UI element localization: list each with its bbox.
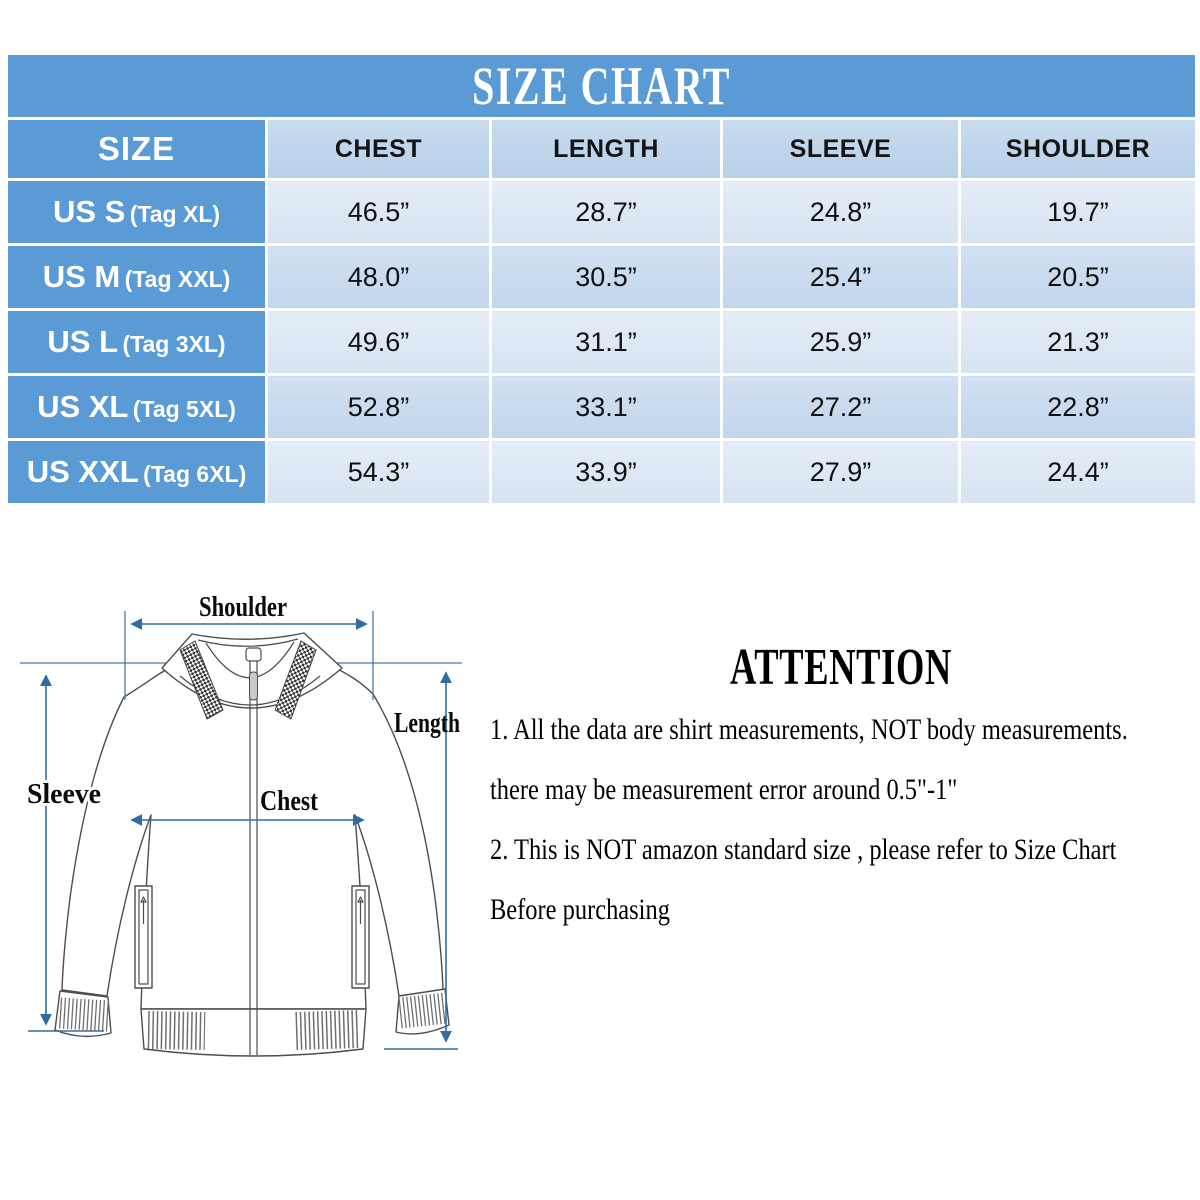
size-label-us-xxl: US XXL (Tag 6XL) [7,440,267,505]
column-header-row [7,119,1197,180]
cell-us-l-shoulder: 21.3” [960,310,1197,375]
attention-note-line: 2. This is NOT amazon standard size , please refer to Size Chart [490,833,1117,866]
size-chart-title-cell [7,54,1197,119]
cell-us-xxl-chest: 54.3” [267,440,491,505]
size-label-us-l: US L (Tag 3XL) [7,310,267,375]
chest-label: Chest [260,786,319,817]
cell-us-xl-length: 33.1” [491,375,722,440]
table-row-us-l [7,310,1197,375]
cell-us-s-shoulder: 19.7” [960,180,1197,245]
zipper-top-stop [246,648,261,661]
cell-us-s-sleeve: 24.8” [722,180,960,245]
cell-us-s-chest: 46.5” [267,180,491,245]
cell-us-l-sleeve: 25.9” [722,310,960,375]
size-label-us-m: US M (Tag XXL) [7,245,267,310]
table-row-us-s [7,180,1197,245]
column-header-shoulder: SHOULDER [960,119,1197,180]
attention-notes [490,700,1199,940]
table-row-us-m [7,245,1197,310]
cell-us-l-length: 31.1” [491,310,722,375]
column-header-chest: CHEST [267,119,491,180]
attention-note-line: 1. All the data are shirt measurements, NOT body measurements. [490,713,1128,746]
zipper-pull [250,672,258,700]
cell-us-xxl-sleeve: 27.9” [722,440,960,505]
cell-us-m-sleeve: 25.4” [722,245,960,310]
attention-title: ATTENTION [729,639,953,696]
shoulder-label: Shoulder [199,592,287,623]
table-title-row [7,54,1197,119]
column-header-length: LENGTH [491,119,722,180]
attention-note-line: Before purchasing [490,893,670,926]
cell-us-s-length: 28.7” [491,180,722,245]
column-header-sleeve: SLEEVE [722,119,960,180]
attention-note-line: there may be measurement error around 0.5"-1" [490,773,958,806]
sleeve-label: Sleeve [27,779,101,810]
cell-us-xl-chest: 52.8” [267,375,491,440]
length-label: Length [394,708,461,739]
cell-us-m-length: 30.5” [491,245,722,310]
jacket-measurement-diagram [10,575,480,1085]
column-header-size: SIZE [7,119,267,180]
cell-us-xxl-shoulder: 24.4” [960,440,1197,505]
cell-us-xl-sleeve: 27.2” [722,375,960,440]
cell-us-m-shoulder: 20.5” [960,245,1197,310]
jacket-body-outline [62,666,443,1009]
table-row-us-xxl [7,440,1197,505]
size-chart-title: SIZE CHART [472,56,731,116]
table-row-us-xl [7,375,1197,440]
cell-us-xl-shoulder: 22.8” [960,375,1197,440]
cell-us-l-chest: 49.6” [267,310,491,375]
cell-us-xxl-length: 33.9” [491,440,722,505]
cell-us-m-chest: 48.0” [267,245,491,310]
size-chart-table [5,52,1198,506]
size-label-us-xl: US XL (Tag 5XL) [7,375,267,440]
size-label-us-s: US S (Tag XL) [7,180,267,245]
